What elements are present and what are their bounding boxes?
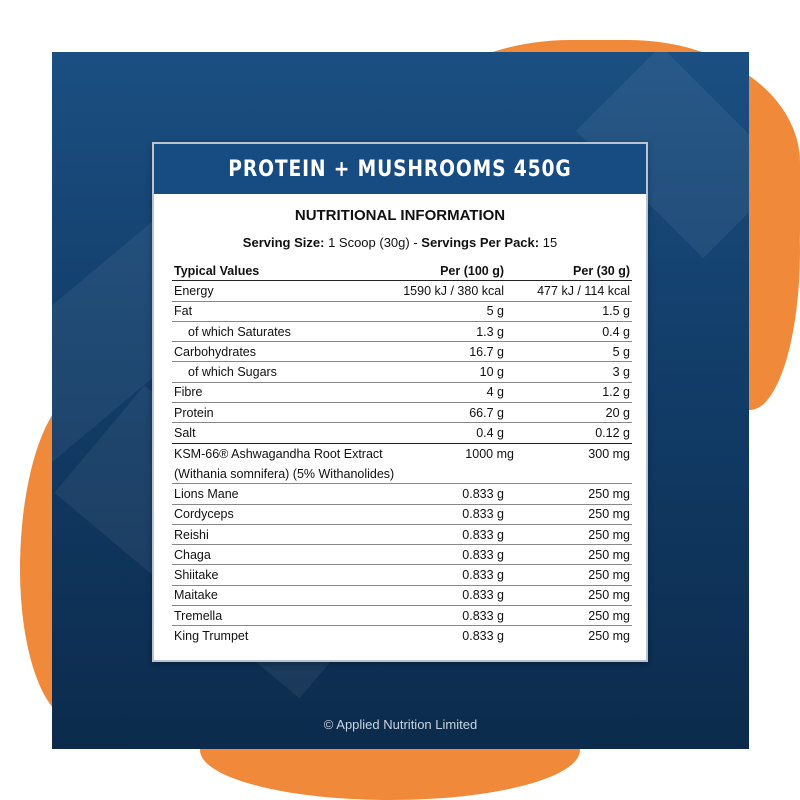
card-header <box>154 144 646 194</box>
row-label: of which Sugars <box>188 365 277 380</box>
row-label: Fat <box>174 304 193 319</box>
row-label: Cordyceps <box>174 507 234 522</box>
serving-size-label: Serving Size: <box>242 235 325 250</box>
row-per-30g: 250 mg <box>588 547 630 562</box>
table-row <box>172 545 632 565</box>
row-per-100g: 10 g <box>479 365 504 380</box>
row-per-30g: 3 g <box>612 365 630 380</box>
table-row <box>172 505 632 525</box>
row-per-100g: 1590 kJ / 380 kcal <box>403 283 504 298</box>
row-per-30g: 250 mg <box>588 507 630 522</box>
table-row <box>172 281 632 301</box>
row-per-100g: 5 g <box>486 304 504 319</box>
row-per-100g: 0.833 g <box>462 629 504 644</box>
row-per-100g: 4 g <box>486 385 504 400</box>
row-label-line-1: KSM-66® Ashwagandha Root Extract <box>174 446 383 461</box>
row-label: Salt <box>174 426 196 441</box>
row-per-100g: 1000 mg <box>465 446 514 461</box>
table-row <box>172 322 632 342</box>
row-per-100g: 0.833 g <box>462 507 504 522</box>
row-per-100g: 0.833 g <box>462 588 504 603</box>
table-header-row <box>172 261 632 281</box>
table-row <box>172 565 632 585</box>
row-per-100g: 16.7 g <box>469 344 504 359</box>
row-per-100g: 66.7 g <box>469 405 504 420</box>
row-label: Maitake <box>174 588 218 603</box>
row-label: Carbohydrates <box>174 344 256 359</box>
table-row <box>172 484 632 504</box>
row-label: Lions Mane <box>174 486 239 501</box>
row-label: Chaga <box>174 547 211 562</box>
row-label: Fibre <box>174 385 203 400</box>
row-per-100g: 0.833 g <box>462 568 504 583</box>
row-per-30g: 250 mg <box>588 608 630 623</box>
row-label: Tremella <box>174 608 223 623</box>
nutrition-heading: NUTRITIONAL INFORMATION <box>294 207 506 224</box>
row-per-30g: 250 mg <box>588 568 630 583</box>
table-row <box>172 606 632 626</box>
row-per-100g: 0.833 g <box>462 486 504 501</box>
row-per-30g: 20 g <box>605 405 630 420</box>
row-per-30g: 250 mg <box>588 527 630 542</box>
row-per-30g: 5 g <box>612 344 630 359</box>
row-label-line-2: (Withania somnifera) (5% Withanolides) <box>174 466 395 481</box>
row-label <box>172 444 394 485</box>
row-per-30g: 0.12 g <box>595 426 630 441</box>
row-per-100g: 0.833 g <box>462 547 504 562</box>
row-label: King Trumpet <box>174 629 249 644</box>
column-header-per-30g: Per (30 g) <box>573 263 630 278</box>
row-per-30g: 477 kJ / 114 kcal <box>537 283 630 298</box>
column-header-per-100g: Per (100 g) <box>440 263 504 278</box>
row-per-100g: 0.833 g <box>462 608 504 623</box>
servings-per-pack-label: Servings Per Pack: <box>421 235 540 250</box>
copyright-footer: © Applied Nutrition Limited <box>323 717 478 732</box>
row-label: of which Saturates <box>188 324 291 339</box>
table-row <box>172 525 632 545</box>
row-per-30g: 1.2 g <box>602 385 630 400</box>
table-row <box>172 586 632 606</box>
row-per-30g: 1.5 g <box>602 304 630 319</box>
table-row <box>172 626 632 646</box>
background-panel <box>52 52 749 749</box>
table-row <box>172 423 632 443</box>
row-label: Shiitake <box>174 568 219 583</box>
row-label: Protein <box>174 405 214 420</box>
nutrition-table <box>172 261 632 647</box>
row-per-100g: 0.4 g <box>476 426 504 441</box>
table-row <box>172 383 632 403</box>
row-per-30g: 0.4 g <box>602 324 630 339</box>
column-header-typical-values: Typical Values <box>174 263 260 278</box>
row-per-30g: 300 mg <box>588 446 630 461</box>
servings-per-pack-value: 15 <box>542 235 558 250</box>
table-row <box>172 444 632 485</box>
serving-info <box>154 235 646 250</box>
row-per-30g: 250 mg <box>588 629 630 644</box>
row-per-30g: 250 mg <box>588 486 630 501</box>
nutrition-card <box>152 142 648 662</box>
row-label: Reishi <box>174 527 209 542</box>
row-per-100g: 0.833 g <box>462 527 504 542</box>
table-row <box>172 403 632 423</box>
table-row <box>172 342 632 362</box>
product-title: PROTEIN + MUSHROOMS 450G <box>228 156 572 182</box>
row-label: Energy <box>174 283 214 298</box>
table-row <box>172 362 632 382</box>
row-per-30g: 250 mg <box>588 588 630 603</box>
serving-size-value: 1 Scoop (30g) - <box>328 235 418 250</box>
row-per-100g: 1.3 g <box>476 324 504 339</box>
table-row <box>172 302 632 322</box>
